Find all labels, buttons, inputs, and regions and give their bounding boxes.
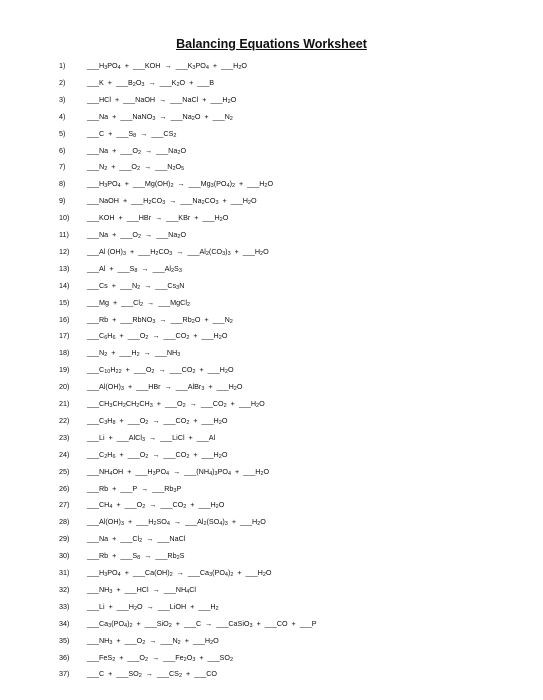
equation-number: 2): [59, 77, 66, 87]
equation-row: [0, 633, 543, 649]
equation-row: [0, 176, 543, 192]
equation-text: ___Mg + $\_\_\_Cl_2$ → ___MgCl$_2$: [87, 297, 191, 308]
equation-number: 23): [59, 432, 70, 442]
equation-row: [0, 481, 543, 497]
equation-text: ___Al $(OH)_3$ + $\_\_\_H_2CO_3$ → $\_\_\_Al_2(CO_3)_3$ + $\_\_\_H_2O$: [87, 246, 269, 257]
equation-text: $\_\_\_C_3H_8$ + $\_\_\_O_2$ → $\_\_\_CO_2$ + $\_\_\_H_2O$: [87, 415, 228, 426]
equation-number: 24): [59, 449, 70, 459]
equation-text: ___Li + ___AlCl$_3$ → ___LiCl + ___Al: [87, 432, 216, 443]
equation-number: 5): [59, 128, 66, 138]
equation-text: ___Li + $\_\_\_H_2O$ → ___LiOH + $\_\_\_H_2$: [87, 601, 219, 612]
equation-text: $\_\_\_NH_3$ + $\_\_\_O_2$ → $\_\_\_N_2$ + $\_\_\_H_2O$: [87, 635, 219, 646]
equation-text: ___Cs + $\_\_\_N_2$ → $\_\_\_Cs_3N$: [87, 280, 185, 291]
equation-text: ___Na + $\_\_\_Cl_2$ → ___NaCl: [87, 534, 186, 545]
equation-text: $\_\_\_NH_3$ + ___HCl → $\_\_\_NH_4Cl$: [87, 584, 197, 595]
equation-number: 28): [59, 517, 70, 527]
equation-row: [0, 565, 543, 581]
equation-row: [0, 666, 543, 682]
equation-text: $\_\_\_CH_3CH_2CH_2CH_3$ + $\_\_\_O_2$ → $\_\_\_CO_2$ + $\_\_\_H_2O$: [87, 399, 265, 409]
equation-number: 1): [59, 61, 66, 70]
equation-number: 19): [59, 365, 70, 375]
equation-text: $\_\_\_H_3PO_4$ + ___KOH → $\_\_\_K_3PO_4$ + $\_\_\_H_2O$: [87, 61, 247, 71]
equation-number: 37): [59, 669, 70, 679]
equation-text: ___Na + $\_\_\_O_2$ → $\_\_\_Na_2O$: [87, 230, 187, 240]
equation-number: 36): [59, 652, 70, 662]
equation-row: [0, 227, 543, 243]
equation-text: ___K + $\_\_\_B_2O_3$ → $\_\_\_K_2O$ + ___B: [87, 77, 215, 88]
equation-text: $\_\_\_H_3PO_4$ + $\_\_\_Ca(OH)_2$ → $\_\_\_Ca_3(PO_4)_2$ + $\_\_\_H_2O$: [87, 568, 272, 578]
equation-row: [0, 193, 543, 209]
equation-number: 8): [59, 179, 66, 189]
equation-number: 17): [59, 331, 70, 341]
equation-number: 21): [59, 399, 70, 408]
equation-text: $\_\_\_CH_4$ + $\_\_\_O_2$ → $\_\_\_CO_2$ + $\_\_\_H_2O$: [87, 500, 225, 511]
equation-number: 31): [59, 568, 70, 577]
equation-text: ___Rb + ___RbNO$_3$ → $\_\_\_Rb_2O$ + $\_\_\_N_2$: [87, 314, 233, 325]
equation-row: [0, 244, 543, 260]
equation-number: 25): [59, 466, 70, 476]
equation-text: ___Na + ___NaNO$_3$ → $\_\_\_Na_2O$ + $\_\_\_N_2$: [87, 111, 233, 122]
equation-text: ___FeS$_2$ + $\_\_\_O_2$ → $\_\_\_Fe_2O_3$ + $\_\_\_SO_2$: [87, 652, 233, 663]
equation-number: 7): [59, 162, 66, 172]
equation-row: [0, 531, 543, 547]
equation-number: 29): [59, 534, 70, 544]
equation-row: [0, 109, 543, 125]
equation-number: 15): [59, 297, 70, 307]
equation-row: [0, 295, 543, 311]
equation-number: 3): [59, 94, 66, 104]
equation-number: 4): [59, 111, 66, 121]
equation-row: [0, 379, 543, 395]
equation-row: [0, 650, 543, 666]
equation-number: 10): [59, 213, 70, 223]
equation-number: 14): [59, 280, 70, 290]
equation-number: 22): [59, 415, 70, 425]
equation-text: $\_\_\_N_2$ + $\_\_\_H_2$ → $\_\_\_NH_3$: [87, 348, 181, 359]
equation-text: ___HCl + ___NaOH → ___NaCl + $\_\_\_H_2O$: [87, 94, 237, 105]
equation-row: [0, 430, 543, 446]
equation-row: [0, 599, 543, 615]
equation-row: [0, 328, 543, 344]
equation-number: 16): [59, 314, 70, 324]
equation-text: ___Na + $\_\_\_O_2$ → $\_\_\_Na_2O$: [87, 145, 187, 156]
equation-row: [0, 58, 543, 74]
equation-row: [0, 616, 543, 632]
equation-row: [0, 75, 543, 91]
equation-number: 6): [59, 145, 66, 155]
equation-number: 27): [59, 500, 70, 510]
equation-text: ___KOH + ___HBr → ___KBr + $\_\_\_H_2O$: [87, 213, 229, 224]
equation-number: 33): [59, 601, 70, 611]
equation-text: $\_\_\_C_2H_6$ + $\_\_\_O_2$ → $\_\_\_CO_2$ + $\_\_\_H_2O$: [87, 449, 228, 460]
equation-number: 35): [59, 635, 70, 645]
equation-number: 32): [59, 584, 70, 594]
equation-row: [0, 413, 543, 429]
equation-row: [0, 159, 543, 175]
equation-row: [0, 312, 543, 328]
worksheet-title: [0, 37, 543, 51]
equation-row: [0, 143, 543, 159]
equation-number: 30): [59, 551, 70, 561]
equation-row: [0, 126, 543, 142]
equation-number: 34): [59, 618, 70, 628]
equation-text: $\_\_\_N_2$ + $\_\_\_O_2$ → $\_\_\_N_2O_5$: [87, 162, 185, 173]
equation-row: [0, 362, 543, 378]
worksheet-title-text: Balancing Equations Worksheet: [176, 37, 367, 51]
equation-number: 18): [59, 348, 70, 358]
equation-text: ___NaOH + $\_\_\_H_2CO_3$ → $\_\_\_Na_2CO_3$ + $\_\_\_H_2O$: [87, 196, 257, 207]
equation-text: $\_\_\_C_{10}H_{22}$ + $\_\_\_O_2$ → $\_\_\_CO_2$ + $\_\_\_H_2O$: [87, 365, 234, 376]
equation-row: [0, 514, 543, 530]
equation-text: $\_\_\_Al(OH)_3$ + $\_\_\_H_2SO_4$ → $\_\_\_Al_2(SO_4)_3$ + $\_\_\_H_2O$: [87, 517, 266, 528]
equation-text: $\_\_\_Al(OH)_3$ + ___HBr → ___AlBr$_3$ + $\_\_\_H_2O$: [87, 382, 243, 393]
equation-row: [0, 210, 543, 226]
equation-text: ___Al + $\_\_\_S_8$ → $\_\_\_Al_2S_3$: [87, 263, 182, 274]
equation-row: [0, 464, 543, 480]
equation-text: $\_\_\_C_6H_6$ + $\_\_\_O_2$ → $\_\_\_CO_2$ + $\_\_\_H_2O$: [87, 331, 228, 342]
equation-number: 9): [59, 196, 66, 206]
equation-row: [0, 261, 543, 277]
equation-row: [0, 497, 543, 513]
equation-text: ___C + $\_\_\_S_8$ → $\_\_\_CS_2$: [87, 128, 177, 139]
equation-row: [0, 278, 543, 294]
equation-text: ___Rb + $\_\_\_S_8$ → $\_\_\_Rb_2S$: [87, 551, 185, 562]
equation-text: $\_\_\_H_3PO_4$ + $\_\_\_Mg(OH)_2$ → $\_\_\_Mg_3(PO_4)_2$ + $\_\_\_H_2O$: [87, 179, 274, 190]
equation-row: [0, 396, 543, 412]
equation-text: ___C + $\_\_\_SO_2$ → $\_\_\_CS_2$ + ___CO: [87, 669, 217, 680]
equation-number: 26): [59, 483, 70, 493]
equation-number: 20): [59, 382, 70, 392]
equation-row: [0, 92, 543, 108]
equation-text: $\_\_\_Ca_3(PO_4)_2$ + ___SiO$_2$ + ___C → ___CaSiO$_3$ + ___CO + ___P: [87, 618, 317, 629]
equation-number: 13): [59, 263, 70, 273]
equation-number: 11): [59, 230, 69, 239]
equation-row: [0, 582, 543, 598]
equation-row: [0, 548, 543, 564]
equation-row: [0, 447, 543, 463]
equation-text: $\_\_\_NH_4OH$ + $\_\_\_H_3PO_4$ → $\_\_\_(NH_4)_3PO_4$ + $\_\_\_H_2O$: [87, 466, 270, 477]
equation-row: [0, 345, 543, 361]
equation-text: ___Rb + ___P → $\_\_\_Rb_3P$: [87, 483, 182, 494]
equation-number: 12): [59, 246, 70, 256]
